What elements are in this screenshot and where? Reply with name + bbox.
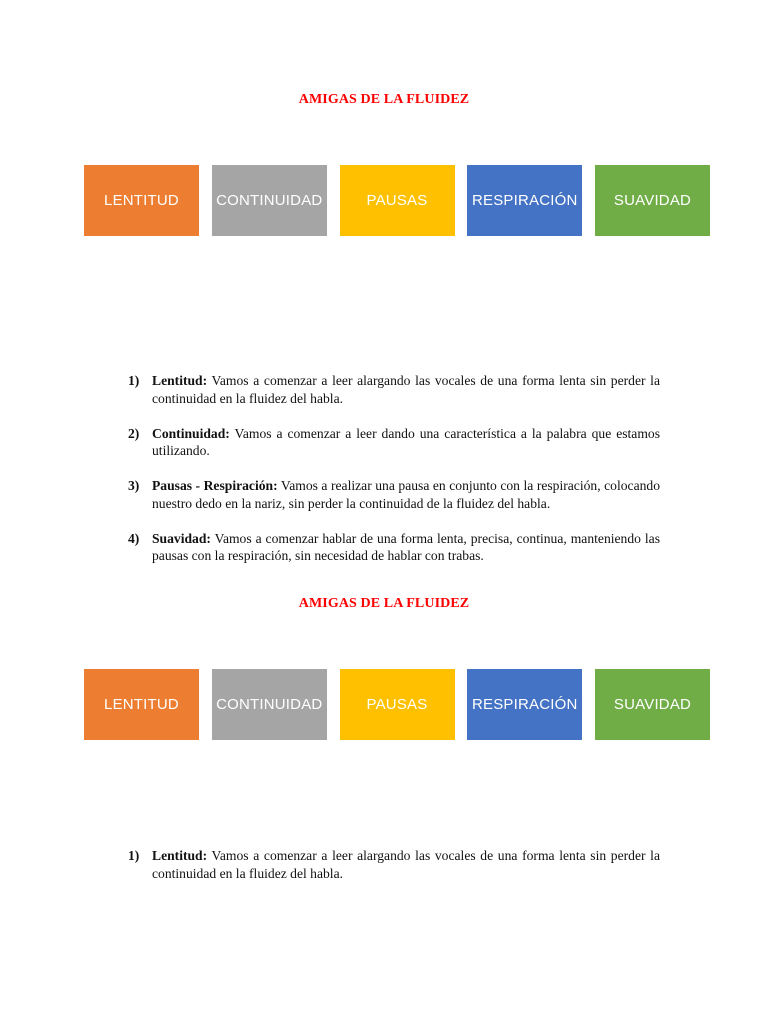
- item-number: 1): [128, 848, 140, 863]
- item-text: Vamos a realizar una pausa en conjunto con la respiración, colocando nuestro dedo en la nariz, sin perder la continuidad de la fluidez del habla.: [152, 478, 660, 511]
- instructions-list: [128, 847, 660, 900]
- item-term: Lentitud:: [152, 373, 208, 388]
- item-number: 3): [128, 478, 140, 493]
- list-item: [128, 477, 660, 512]
- item-term: Continuidad:: [152, 425, 230, 441]
- box-lentitud: LENTITUD: [84, 669, 199, 740]
- list-item: [128, 847, 660, 882]
- fluency-boxes: [84, 669, 710, 740]
- box-continuidad: CONTINUIDAD: [212, 165, 327, 236]
- item-body: [152, 477, 660, 512]
- item-number: 2): [128, 425, 140, 441]
- page-title: AMIGAS DE LA FLUIDEZ: [298, 92, 470, 107]
- box-continuidad: CONTINUIDAD: [212, 669, 327, 740]
- item-text: Vamos a comenzar hablar de una forma lenta, precisa, continua, manteniendo las pausas con la respiración, sin necesidad de hablar con trabas.: [152, 530, 660, 563]
- item-body: [152, 530, 660, 565]
- box-respiracion: RESPIRACIÓN: [467, 165, 582, 236]
- item-text: Vamos a comenzar a leer alargando las vocales de una forma lenta sin perder la continuidad en la fluidez del habla.: [152, 848, 660, 881]
- item-text: Vamos a comenzar a leer dando una característica a la palabra que estamos utilizando.: [152, 425, 660, 458]
- box-suavidad: SUAVIDAD: [595, 669, 710, 740]
- item-number: 4): [128, 530, 140, 546]
- item-term: Lentitud:: [152, 848, 208, 863]
- box-respiracion: RESPIRACIÓN: [467, 669, 582, 740]
- page-title: AMIGAS DE LA FLUIDEZ: [298, 596, 470, 611]
- box-lentitud: LENTITUD: [84, 165, 199, 236]
- item-body: [152, 847, 660, 882]
- item-text: Vamos a comenzar a leer alargando las vocales de una forma lenta sin perder la continuidad en la fluidez del habla.: [152, 373, 660, 406]
- item-number: 1): [128, 373, 140, 388]
- list-item: [128, 425, 660, 460]
- box-pausas: PAUSAS: [340, 165, 455, 236]
- fluency-boxes: [84, 165, 710, 236]
- box-pausas: PAUSAS: [340, 669, 455, 740]
- item-term: Pausas - Respiración:: [152, 478, 278, 493]
- item-term: Suavidad:: [152, 530, 211, 546]
- instructions-list: [128, 372, 660, 582]
- box-suavidad: SUAVIDAD: [595, 165, 710, 236]
- item-body: [152, 425, 660, 460]
- list-item: [128, 372, 660, 407]
- item-body: [152, 372, 660, 407]
- list-item: [128, 530, 660, 565]
